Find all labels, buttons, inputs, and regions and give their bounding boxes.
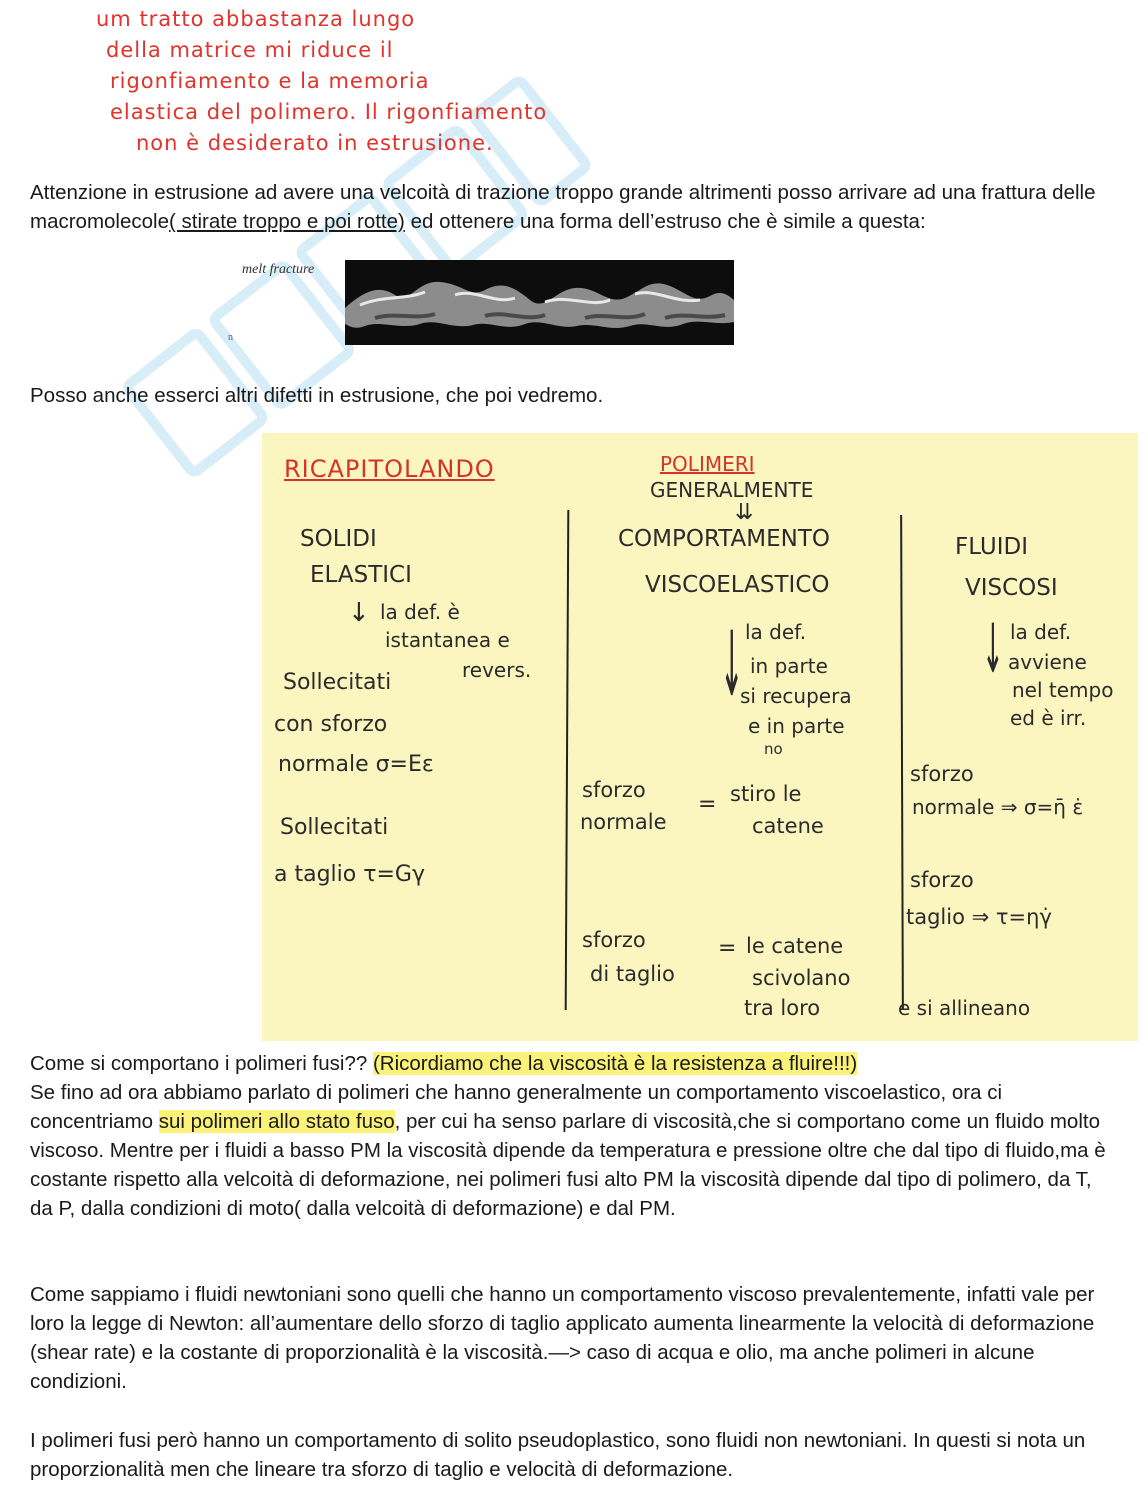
para1-text: Attenzione in estrusione ad avere una velcoità di trazione troppo grande altrimenti posso arrivare ad una frattura delle macromolecole (30, 181, 1096, 233)
recap-title: RICAPITOLANDO (284, 455, 495, 483)
col1-item: Sollecitati (280, 815, 389, 840)
col1-heading: ELASTICI (310, 562, 412, 588)
recap-box (262, 433, 1138, 1041)
col3-note: avviene (1008, 650, 1087, 674)
col3-item: normale ⇒ σ=η̄ ε̇ (912, 795, 1084, 819)
col2-top: POLIMERI (660, 452, 755, 476)
paragraph-melt-viscosity (30, 1078, 1120, 1223)
col1-note: istantanea e (385, 628, 510, 652)
paragraph-newtonian: Come sappiamo i fluidi newtoniani sono quelli che hanno un comportamento viscoso prevalentemente, infatti vale per loro la legge di Newton: all’aumentare dello sforzo di taglio applicato aumenta linearmente la velocità di deformazione (shear rate) e la costante di proporzionalità è la viscosità.—> caso di acqua e olio, ma anche polimeri in alcune condizioni. (30, 1283, 1095, 1393)
col2-note: si recupera (740, 684, 852, 708)
paragraph-extrusion-warning (30, 178, 1120, 236)
equals-sign: = (698, 792, 717, 817)
col2-note: no (764, 740, 783, 758)
col2-item: stiro le (730, 782, 802, 806)
highlighted-text: sui polimeri allo stato fuso (158, 1110, 395, 1133)
col1-item: con sforzo (274, 712, 388, 737)
col1-note: revers. (462, 658, 532, 682)
col1-item: Sollecitati (283, 670, 392, 695)
col3-heading: FLUIDI (955, 534, 1029, 560)
handwritten-note (96, 4, 696, 159)
col2-item: sforzo (582, 928, 646, 952)
paragraph-question (30, 1049, 1120, 1078)
equals-sign: = (718, 936, 737, 961)
note-line: della matrice mi riduce il (106, 38, 394, 62)
col3-item: sforzo (910, 868, 974, 892)
col2-item: scivolano (752, 966, 851, 990)
double-down-arrow-icon: ⇊ (735, 500, 754, 525)
col2-heading: COMPORTAMENTO (618, 526, 831, 552)
col3-heading: VISCOSI (965, 575, 1058, 601)
figure-label: melt fracture (242, 262, 315, 277)
col2-item: di taglio (590, 962, 675, 986)
col2-item: tra loro (744, 996, 821, 1020)
col3-item: taglio ⇒ τ=ηγ̇ (906, 905, 1052, 929)
down-arrow-icon: ↓ (348, 598, 370, 628)
figure-small-label: n (228, 332, 233, 343)
para4-text-end: , per cui ha senso parlare di viscosità,che si comportano come un fluido molto viscoso. Mentre per i fluidi a basso PM la viscosità dipende da temperatura e pressione oltre che dal tipo di fluido,ma è costante rispetto alla velcoità di deformazione, nei polimeri fusi alto PM la viscosità dipende dal tipo di polimero, da T, da P, dalla condizioni di moto( dalla velcoità di deformazione) e dal PM. (30, 1110, 1106, 1220)
melt-fracture-photo (345, 260, 734, 345)
paragraph-pseudoplastic: I polimeri fusi però hanno un comportamento di solito pseudoplastico, sono fluidi non newtoniani. In questi si nota un proporzionalità men che lineare tra sforzo di taglio e velocità di deformazione. (30, 1429, 1086, 1481)
down-arrow-icon: ↓ (982, 612, 1004, 690)
col2-item: le catene (746, 934, 844, 958)
col2-item: catene (752, 814, 824, 838)
col2-note: la def. (745, 620, 807, 644)
note-line: elastica del polimero. Il rigonfiamento (110, 100, 548, 124)
note-line: rigonfiamento e la memoria (110, 69, 430, 93)
question-text: Come si comportano i polimeri fusi?? (30, 1052, 373, 1075)
para1-underlined: ( stirate troppo e poi rotte) (169, 210, 405, 233)
para1-text-end: ed ottenere una forma dell’estruso che è simile a questa: (404, 210, 926, 233)
paragraph-other-defects: Posso anche esserci altri difetti in estrusione, che poi vedremo. (30, 384, 604, 407)
col2-heading: VISCOELASTICO (645, 572, 830, 598)
col2-item: e si allineano (898, 996, 1031, 1020)
col2-note: e in parte (748, 714, 845, 738)
col1-note: la def. è (380, 600, 460, 624)
col3-note: ed è irr. (1010, 706, 1087, 730)
col1-item: a taglio τ=Gγ (274, 862, 425, 887)
col3-item: sforzo (910, 762, 974, 786)
col1-item: normale σ=Eε (278, 752, 434, 777)
note-line: um tratto abbastanza lungo (96, 7, 416, 31)
down-arrow-icon: ↓ (720, 612, 744, 718)
note-line: non è desiderato in estrusione. (136, 131, 494, 155)
col2-item: normale (580, 810, 667, 834)
col2-item: sforzo (582, 778, 646, 802)
col2-top: GENERALMENTE (650, 478, 814, 502)
para4-text: Se fino ad ora abbiamo parlato di polimeri che hanno generalmente un comportamento viscoelastico, ora ci concentriamo (30, 1081, 1003, 1133)
col2-note: in parte (750, 654, 828, 678)
col3-note: nel tempo (1012, 678, 1114, 702)
highlighted-text: (Ricordiamo che la viscosità è la resistenza a fluire!!!) (372, 1052, 858, 1075)
col3-note: la def. (1010, 620, 1072, 644)
col1-heading: SOLIDI (300, 526, 377, 552)
